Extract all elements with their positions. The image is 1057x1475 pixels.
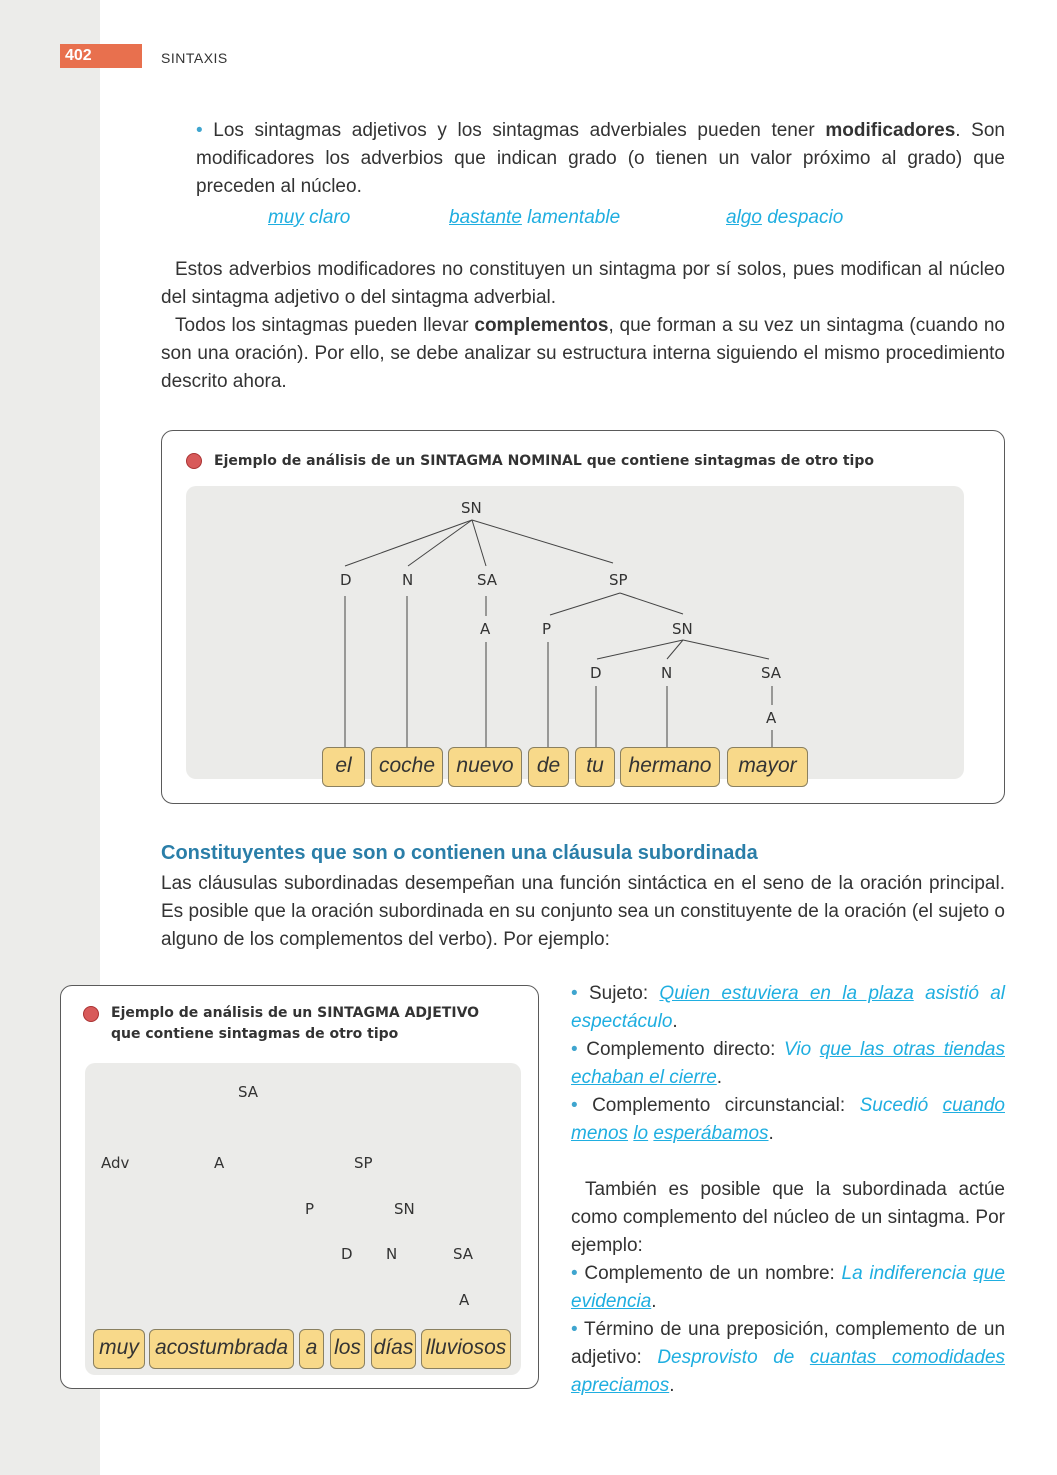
node-Adv: Adv: [101, 1154, 130, 1172]
sujeto-item: • Sujeto: Quien estuviera en la plaza asistió al espectáculo.: [571, 983, 1006, 1032]
paragraph-3: Las cláusulas subordinadas desempeñan una función sintáctica en el seno de la oración principal. Es posible que la oración subordinada en su conjunto sea un constituyente de la oración (el sujeto o alguno de los complementos del verbo). Por ejemplo:: [161, 873, 1005, 950]
paragraph-2: Todos los sintagmas pueden llevar complementos, que forman a su vez un sintagma (cuando no son una oración). Por ello, se debe analizar su estructura interna siguiendo el mismo procedimiento descrito ahora.: [161, 315, 1005, 392]
node-SA-2: SA: [761, 664, 782, 682]
node-A-2: A: [459, 1291, 470, 1309]
node-A: A: [480, 620, 491, 638]
node-D: D: [340, 571, 352, 589]
word-muy: muy: [93, 1329, 145, 1369]
word-a: a: [299, 1329, 324, 1369]
box-title-line2: que contiene sintagmas de otro tipo: [111, 1026, 399, 1042]
node-A: A: [214, 1154, 225, 1172]
paragraph-1: Estos adverbios modificadores no constituyen un sintagma por sí solos, pues modifican al núcleo del sintagma adjetivo o del sintagma adverbial.: [161, 259, 1005, 308]
tp-item: • Término de una preposición, complemento de un adjetivo: Desprovisto de cuantas comodidades apreciamos.: [571, 1319, 1006, 1396]
example-3: algo despacio: [726, 207, 844, 228]
node-SP: SP: [609, 571, 628, 589]
bullet-icon: •: [196, 120, 203, 141]
word-mayor: mayor: [727, 747, 808, 787]
node-SA-2: SA: [453, 1245, 474, 1263]
cn-item: • Complemento de un nombre: La indiferencia que evidencia.: [571, 1263, 1005, 1312]
node-SA: SA: [238, 1083, 259, 1101]
box-title-line1: Ejemplo de análisis de un SINTAGMA ADJETIVO: [111, 1005, 480, 1021]
tambien-paragraph: También es posible que la subordinada actúe como complemento del núcleo de un sintagma. Por ejemplo:: [571, 1179, 1005, 1256]
node-N-2: N: [661, 664, 673, 682]
node-A-2: A: [766, 709, 777, 727]
word-dias: días: [371, 1329, 416, 1369]
word-nuevo: nuevo: [448, 747, 522, 787]
example-1: muy claro: [268, 207, 351, 228]
node-D-2: D: [590, 664, 602, 682]
node-SN-2: SN: [672, 620, 693, 638]
word-tu: tu: [575, 747, 615, 787]
word-el: el: [322, 747, 365, 787]
example-2: bastante lamentable: [449, 207, 621, 228]
node-SN: SN: [461, 499, 482, 517]
word-hermano: hermano: [620, 747, 720, 787]
intro-paragraph: • Los sintagmas adjetivos y los sintagmas adverbiales pueden tener modificadores. Son modificadores los adverbios que indican grado (o tienen un valor próximo al grado) que preceden al núcleo.: [196, 120, 1005, 197]
subheading: Constituyentes que son o contienen una cláusula subordinada: [161, 842, 758, 864]
word-coche: coche: [371, 747, 443, 787]
node-SA: SA: [477, 571, 498, 589]
word-acostumbrada: acostumbrada: [149, 1329, 294, 1369]
page-number: 402: [60, 44, 142, 68]
right-column: [571, 980, 1005, 1400]
word-los: los: [330, 1329, 365, 1369]
node-N: N: [386, 1245, 398, 1263]
cc-item: • Complemento circunstancial: Sucedió cuando menos lo esperábamos.: [571, 1095, 1005, 1144]
section-title: SINTAXIS: [161, 50, 228, 66]
node-P: P: [305, 1200, 315, 1218]
cd-item: • Complemento directo: Vio que las otras tiendas echaban el cierre.: [571, 1039, 1005, 1088]
node-P: P: [542, 620, 552, 638]
word-de: de: [528, 747, 569, 787]
node-SN: SN: [394, 1200, 415, 1218]
node-SP: SP: [354, 1154, 373, 1172]
node-N: N: [402, 571, 414, 589]
node-D: D: [341, 1245, 353, 1263]
box-title: Ejemplo de análisis de un SINTAGMA NOMINAL que contiene sintagmas de otro tipo: [214, 453, 874, 469]
word-lluviosos: lluviosos: [421, 1329, 511, 1369]
